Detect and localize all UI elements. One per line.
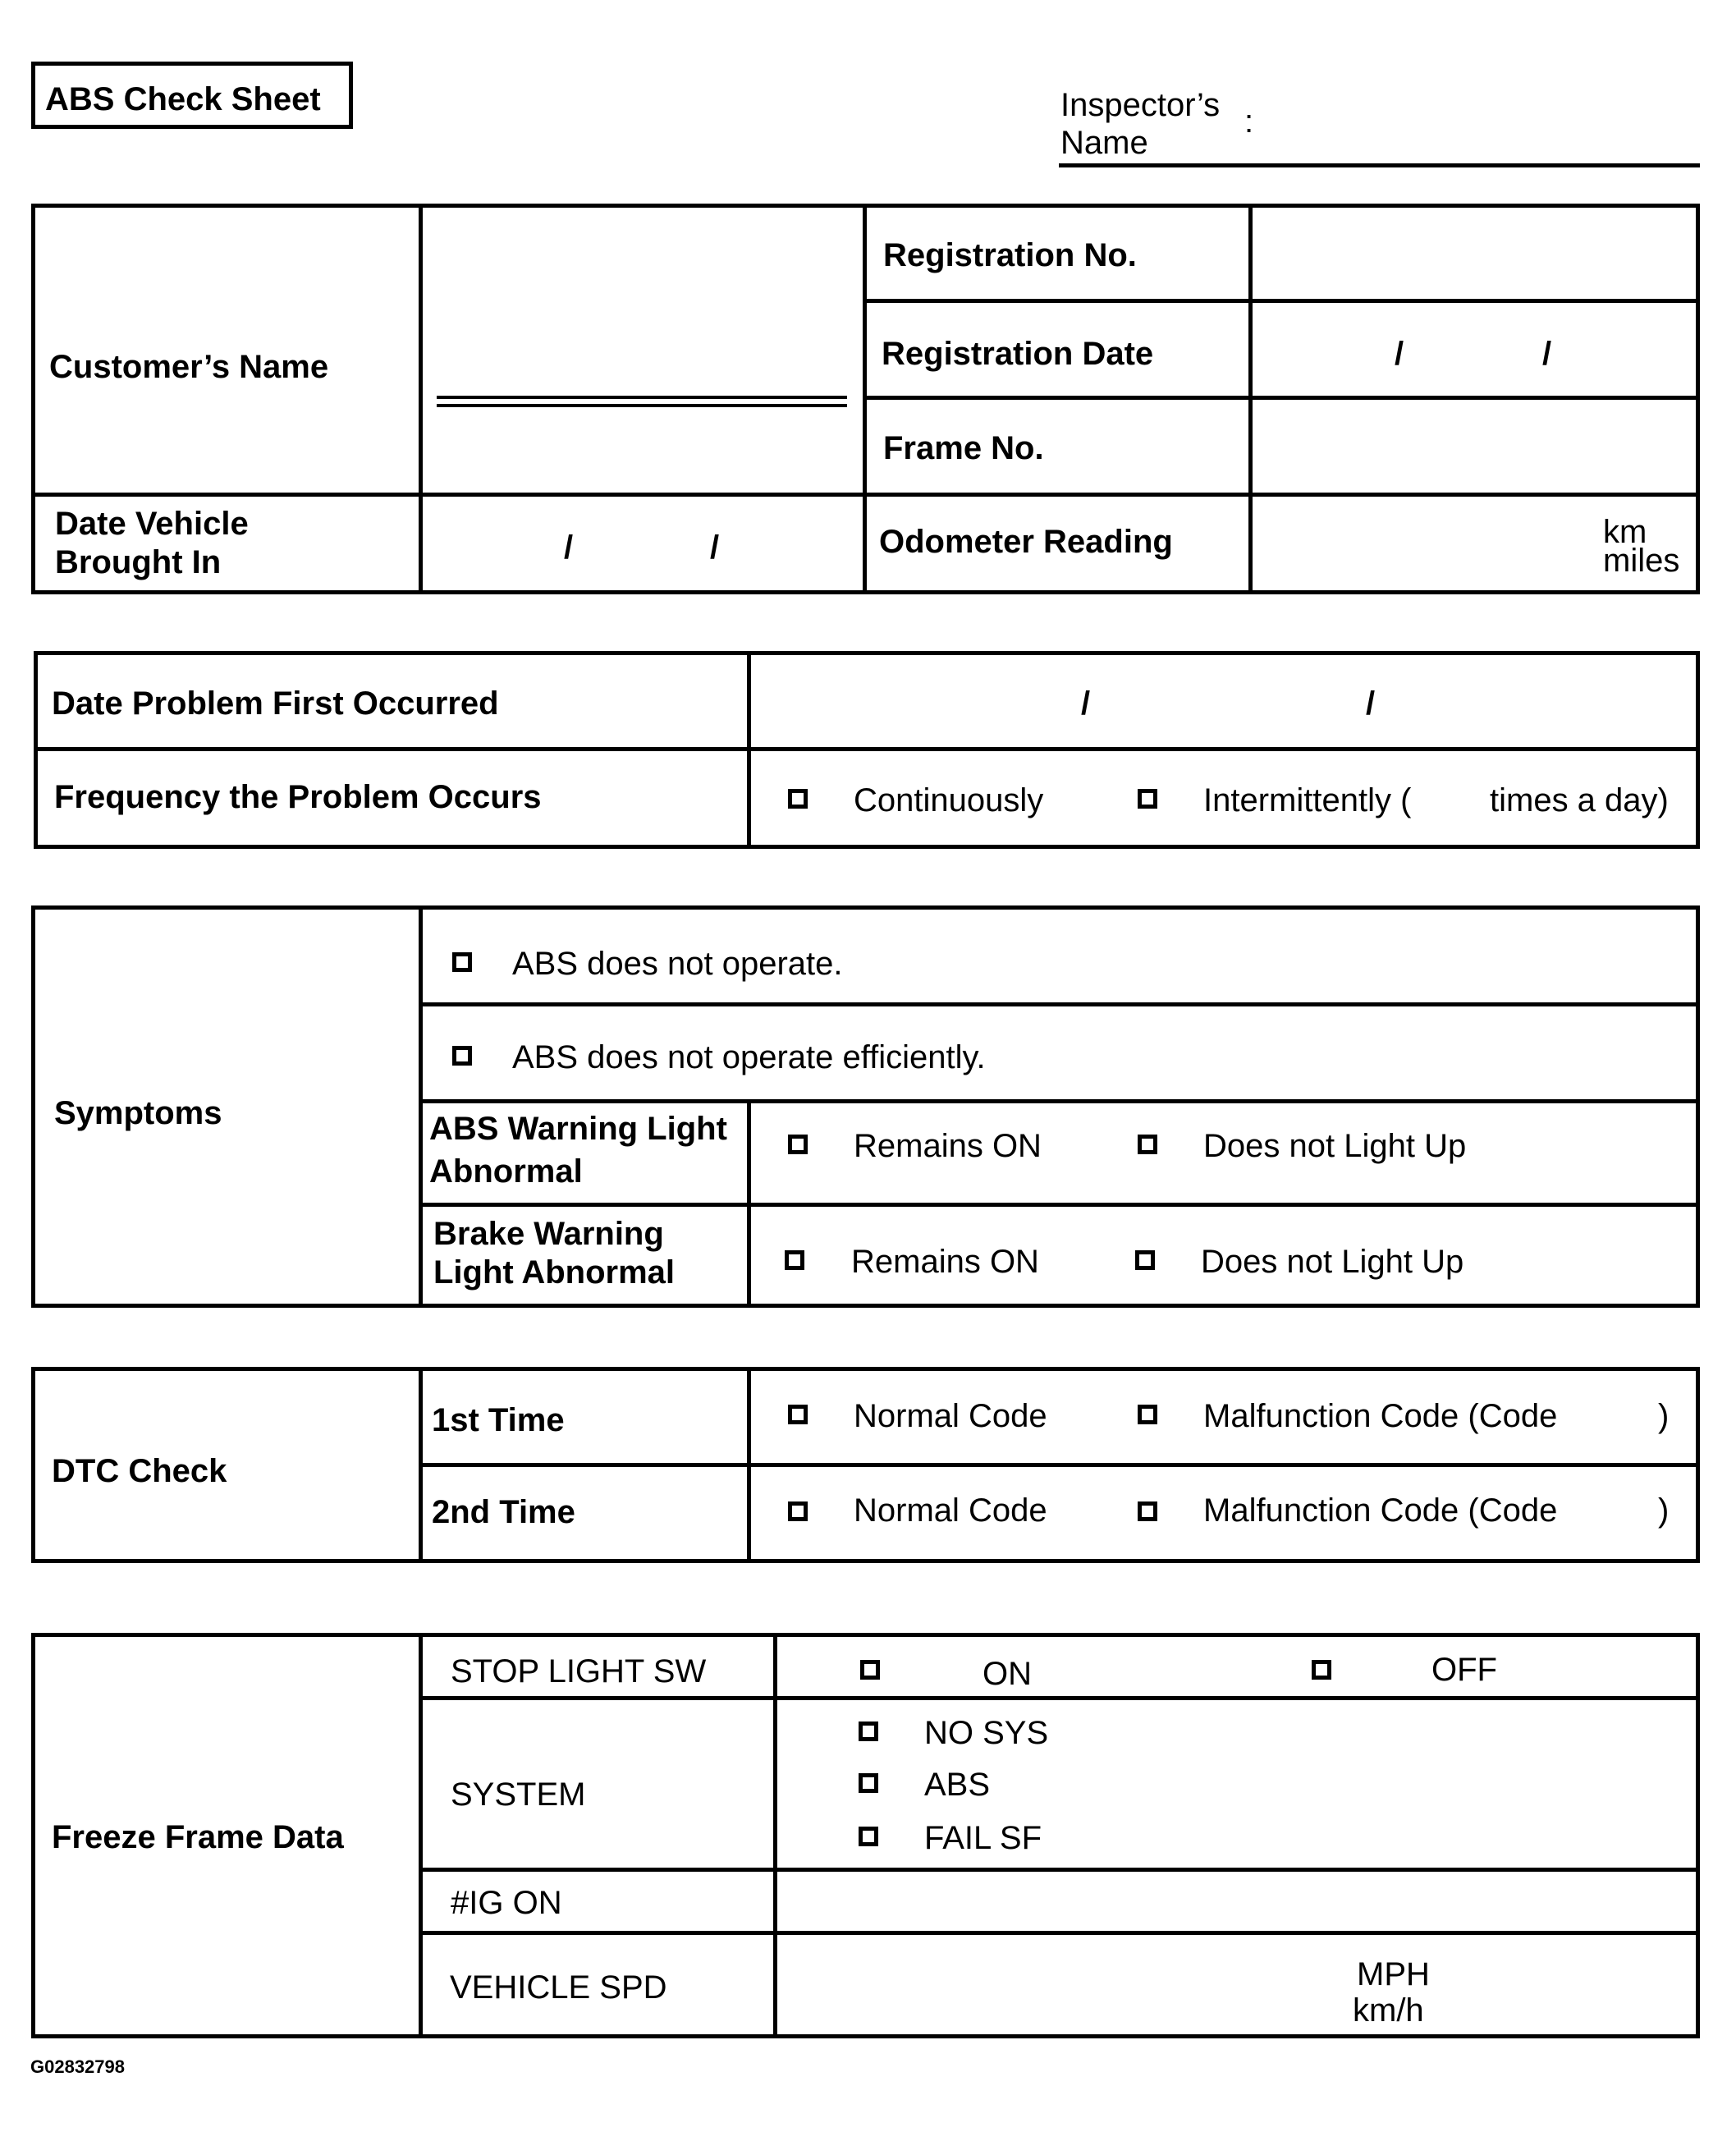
problem-row-line (34, 747, 1700, 751)
date-brought-in-slash-1: / (564, 530, 574, 566)
stop-light-on-checkbox[interactable] (860, 1660, 880, 1680)
dtc-first-time-label: 1st Time (432, 1402, 565, 1438)
first-malfunction-close: ) (1658, 1398, 1670, 1434)
brake-does-not-light-label: Does not Light Up (1201, 1244, 1464, 1280)
odometer-unit-km: km (1603, 514, 1647, 550)
stop-light-off-label: OFF (1431, 1652, 1497, 1688)
vehicle-spd-unit-mph: MPH (1357, 1956, 1430, 1992)
first-normal-code-label: Normal Code (854, 1398, 1047, 1434)
first-normal-code-checkbox[interactable] (788, 1405, 808, 1424)
customers-name-field-2 (437, 404, 847, 407)
abs-remains-on-checkbox[interactable] (788, 1135, 808, 1154)
vehicle-row-line (31, 493, 1700, 497)
inspector-label-line1: Inspector’s (1060, 87, 1221, 123)
odometer-unit-miles: miles (1603, 543, 1680, 579)
brake-does-not-light-checkbox[interactable] (1135, 1250, 1155, 1270)
no-sys-label: NO SYS (924, 1715, 1049, 1751)
abs-warning-light-label-line1: ABS Warning Light (429, 1111, 727, 1147)
brake-warning-light-label-line1: Brake Warning (433, 1216, 664, 1252)
date-first-occurred-slash-2: / (1366, 685, 1376, 722)
registration-date-slash-2: / (1542, 336, 1552, 372)
brake-remains-on-checkbox[interactable] (785, 1250, 804, 1270)
date-first-occurred-label: Date Problem First Occurred (52, 685, 499, 722)
second-normal-code-checkbox[interactable] (788, 1501, 808, 1521)
date-first-occurred-slash-1: / (1081, 685, 1091, 722)
fail-sf-label: FAIL SF (924, 1820, 1042, 1856)
dtc-check-label: DTC Check (52, 1453, 227, 1489)
vehicle-row-line (863, 396, 1700, 400)
vehicle-spd-label: VEHICLE SPD (450, 1969, 667, 2006)
second-normal-code-label: Normal Code (854, 1492, 1047, 1529)
stop-light-on-label: ON (983, 1656, 1032, 1692)
stop-light-off-checkbox[interactable] (1312, 1660, 1331, 1680)
first-malfunction-code-checkbox[interactable] (1138, 1405, 1157, 1424)
continuously-checkbox[interactable] (788, 789, 808, 809)
symptoms-row-line (419, 1203, 1700, 1207)
dtc-second-time-label: 2nd Time (432, 1494, 575, 1530)
brake-remains-on-label: Remains ON (851, 1244, 1039, 1280)
figure-id: G02832798 (30, 2056, 125, 2077)
registration-no-label: Registration No. (883, 237, 1137, 273)
first-malfunction-code-label: Malfunction Code (Code (1203, 1398, 1558, 1434)
ig-on-label: #IG ON (451, 1885, 562, 1921)
freeze-row-line (419, 1868, 1700, 1872)
abs-not-efficient-checkbox[interactable] (452, 1046, 472, 1066)
vehicle-divider-1 (419, 204, 423, 594)
registration-date-slash-1: / (1395, 336, 1404, 372)
second-malfunction-code-checkbox[interactable] (1138, 1501, 1157, 1521)
intermittently-checkbox[interactable] (1138, 789, 1157, 809)
no-sys-checkbox[interactable] (859, 1722, 878, 1741)
freeze-row-line (419, 1696, 1700, 1700)
date-brought-in-label-line1: Date Vehicle (55, 506, 249, 542)
frame-no-label: Frame No. (883, 430, 1044, 466)
freeze-frame-label: Freeze Frame Data (52, 1819, 344, 1855)
abs-does-not-light-label: Does not Light Up (1203, 1128, 1467, 1164)
customers-name-label: Customer’s Name (49, 349, 329, 385)
freeze-divider-2 (773, 1633, 777, 2038)
vehicle-spd-unit-kmh: km/h (1353, 1992, 1424, 2029)
inspector-colon: : (1244, 103, 1254, 140)
symptoms-row-line (419, 1002, 1700, 1006)
stop-light-sw-label: STOP LIGHT SW (451, 1653, 707, 1689)
symptoms-row-line (419, 1099, 1700, 1103)
symptoms-label: Symptoms (54, 1095, 222, 1131)
abs-system-checkbox[interactable] (859, 1773, 878, 1793)
abs-not-operate-checkbox[interactable] (452, 952, 472, 972)
abs-remains-on-label: Remains ON (854, 1128, 1042, 1164)
second-malfunction-code-label: Malfunction Code (Code (1203, 1492, 1558, 1529)
fail-sf-checkbox[interactable] (859, 1827, 878, 1846)
freeze-row-line (419, 1931, 1700, 1935)
continuously-label: Continuously (854, 782, 1044, 818)
customers-name-field[interactable] (437, 396, 847, 399)
freeze-divider-1 (419, 1633, 423, 2038)
vehicle-row-line (863, 299, 1700, 303)
page-title: ABS Check Sheet (45, 81, 321, 117)
inspector-label-line2: Name (1060, 125, 1148, 161)
frequency-label: Frequency the Problem Occurs (54, 779, 542, 815)
intermittently-label: Intermittently ( (1203, 782, 1412, 818)
odometer-reading-label: Odometer Reading (879, 524, 1173, 560)
abs-warning-light-label-line2: Abnormal (429, 1153, 583, 1190)
date-brought-in-slash-2: / (710, 530, 720, 566)
date-brought-in-label-line2: Brought In (55, 544, 222, 580)
abs-not-operate-label: ABS does not operate. (512, 946, 843, 982)
system-label: SYSTEM (451, 1777, 586, 1813)
registration-date-label: Registration Date (882, 336, 1154, 372)
inspector-name-line[interactable] (1059, 163, 1700, 167)
symptoms-divider-1 (419, 905, 423, 1308)
brake-warning-light-label-line2: Light Abnormal (433, 1254, 676, 1291)
times-a-day-label: times a day) (1490, 782, 1669, 818)
dtc-row-line (419, 1463, 1700, 1467)
abs-does-not-light-checkbox[interactable] (1138, 1135, 1157, 1154)
abs-not-efficient-label: ABS does not operate efficiently. (512, 1039, 986, 1075)
abs-system-label: ABS (924, 1767, 991, 1803)
second-malfunction-close: ) (1658, 1492, 1670, 1529)
